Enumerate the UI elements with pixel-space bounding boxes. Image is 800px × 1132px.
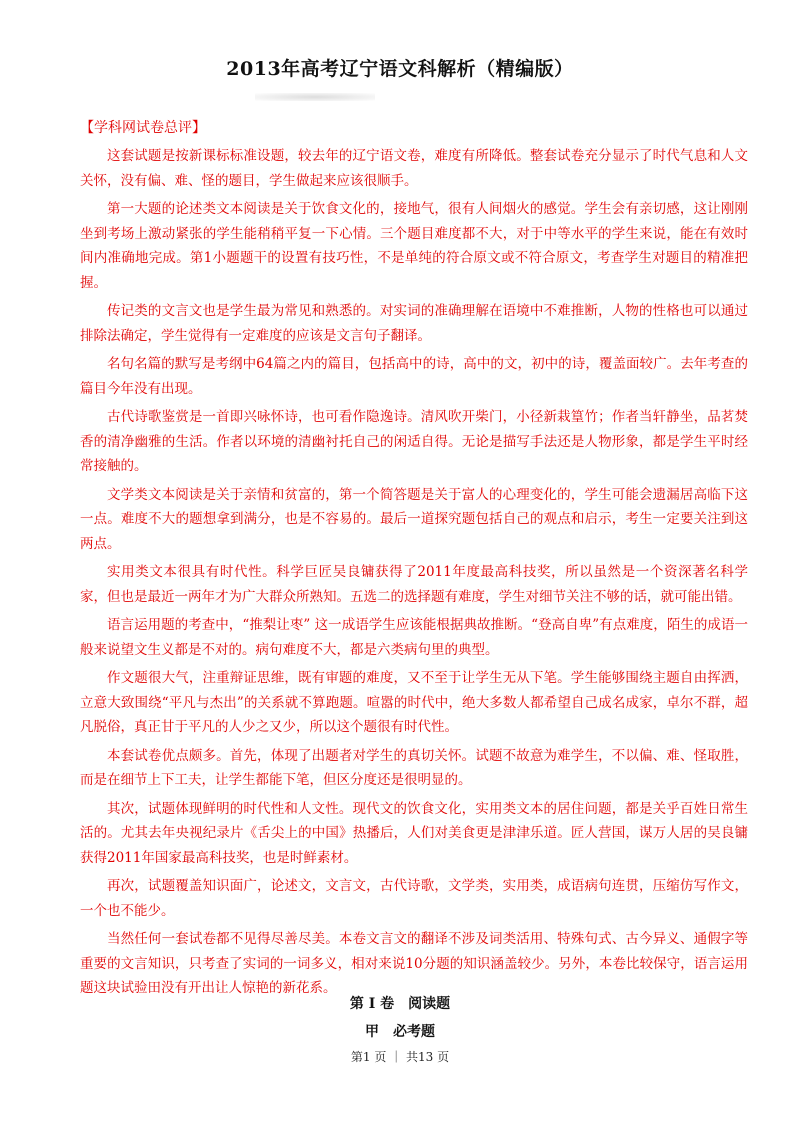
review-paragraph: 语言运用题的考查中，“推梨让枣” 这一成语学生应该能根据典故推断。“登高自卑”有点难度，陌生的成语一般来说望文生义都是不对的。病句难度不大，都是六类病句里的典型。: [80, 617, 748, 658]
review-paragraph: 第一大题的论述类文本阅读是关于饮食文化的，接地气，很有人间烟火的感觉。学生会有亲切感，这让刚刚坐到考场上激动紧张的学生能稍稍平复一下心情。三个题目难度都不大，对于中等水平的学生来说，能在有效时间内准确地完成。第1小题题干的设置有技巧性，不是单纯的符合原文或不符合原文，考查学生对题目的精准把握。: [80, 201, 748, 291]
review-heading: 【学科网试卷总评】: [80, 120, 206, 136]
review-paragraph: 其次，试题体现鲜明的时代性和人文性。现代文的饮食文化，实用类文本的居住问题，都是关乎百姓日常生活的。尤其去年央视纪录片《舌尖上的中国》热播后，人们对美食更是津津乐道。匠人营国，谋万人居的吴良镛获得2011年国家最高科技奖，也是时鲜素材。: [80, 800, 748, 866]
review-paragraph: 当然任何一套试卷都不见得尽善尽美。本卷文言文的翻译不涉及词类活用、特殊句式、古今异义、通假字等重要的文言知识，只考查了实词的一词多义，相对来说10分题的知识涵盖较少。另外，本卷比较保守，语言运用题这块试验田没有开出让人惊艳的新花系。: [80, 931, 748, 996]
exam-review-section: [80, 118, 748, 1005]
review-paragraph: 这套试题是按新课标标准设题，较去年的辽宁语文卷，难度有所降低。整套试卷充分显示了时代气息和人文关怀，没有偏、难、怪的题目，学生做起来应该很顺手。: [80, 148, 748, 189]
page-number-footer: 第1 页 ｜ 共13 页: [350, 1050, 450, 1064]
title-shadow-decoration: [255, 93, 375, 101]
document-title: 2013年高考辽宁语文科解析（精编版）: [226, 58, 574, 80]
review-paragraph: 再次，试题覆盖知识面广，论述文，文言文，古代诗歌，文学类，实用类，成语病句连贯，压缩仿写作文，一个也不能少。: [80, 878, 748, 919]
review-paragraph: 作文题很大气，注重辩证思维，既有审题的难度，又不至于让学生无从下笔。学生能够围绕主题自由挥洒，立意大致围绕“平凡与杰出”的关系就不算跑题。喧嚣的时代中，绝大多数人都希望自己成名成家，卓尔不群，超凡脱俗，真正甘于平凡的人少之又少，所以这个题很有时代性。: [80, 670, 748, 735]
review-paragraph: 本套试卷优点颇多。首先，体现了出题者对学生的真切关怀。试题不故意为难学生，不以偏、难、怪取胜，而是在细节上下工夫，让学生都能下笔，但区分度还是很明显的。: [80, 747, 748, 788]
section-heading-part-one: 第 I 卷 阅读题: [349, 996, 451, 1012]
review-paragraph: 实用类文本很具有时代性。科学巨匠吴良镛获得了2011年度最高科技奖，所以虽然是一个资深著名科学家，但也是最近一两年才为广大群众所熟知。五选二的选择题有难度，学生对细节关注不够的话，就可能出错。: [80, 564, 748, 605]
review-paragraph: 传记类的文言文也是学生最为常见和熟悉的。对实词的准确理解在语境中不难推断，人物的性格也可以通过排除法确定，学生觉得有一定难度的应该是文言句子翻译。: [80, 303, 748, 344]
review-paragraph: 文学类文本阅读是关于亲情和贫富的，第一个简答题是关于富人的心理变化的，学生可能会遗漏居高临下这一点。难度不大的题想拿到满分，也是不容易的。最后一道探究题包括自己的观点和启示，考生一定要关注到这两点。: [80, 486, 748, 552]
section-heading-required: 甲 必考题: [365, 1024, 435, 1040]
review-paragraph: 古代诗歌鉴赏是一首即兴咏怀诗，也可看作隐逸诗。清风吹开柴门，小径新栽篁竹；作者当轩静坐，品茗焚香的清净幽雅的生活。作者以环境的清幽衬托自己的闲适自得。无论是描写手法还是人物形象，都是学生平时经常接触的。: [80, 409, 748, 474]
review-paragraph: 名句名篇的默写是考纲中64篇之内的篇目，包括高中的诗，高中的文，初中的诗，覆盖面较广。去年考查的篇目今年没有出现。: [80, 356, 748, 397]
